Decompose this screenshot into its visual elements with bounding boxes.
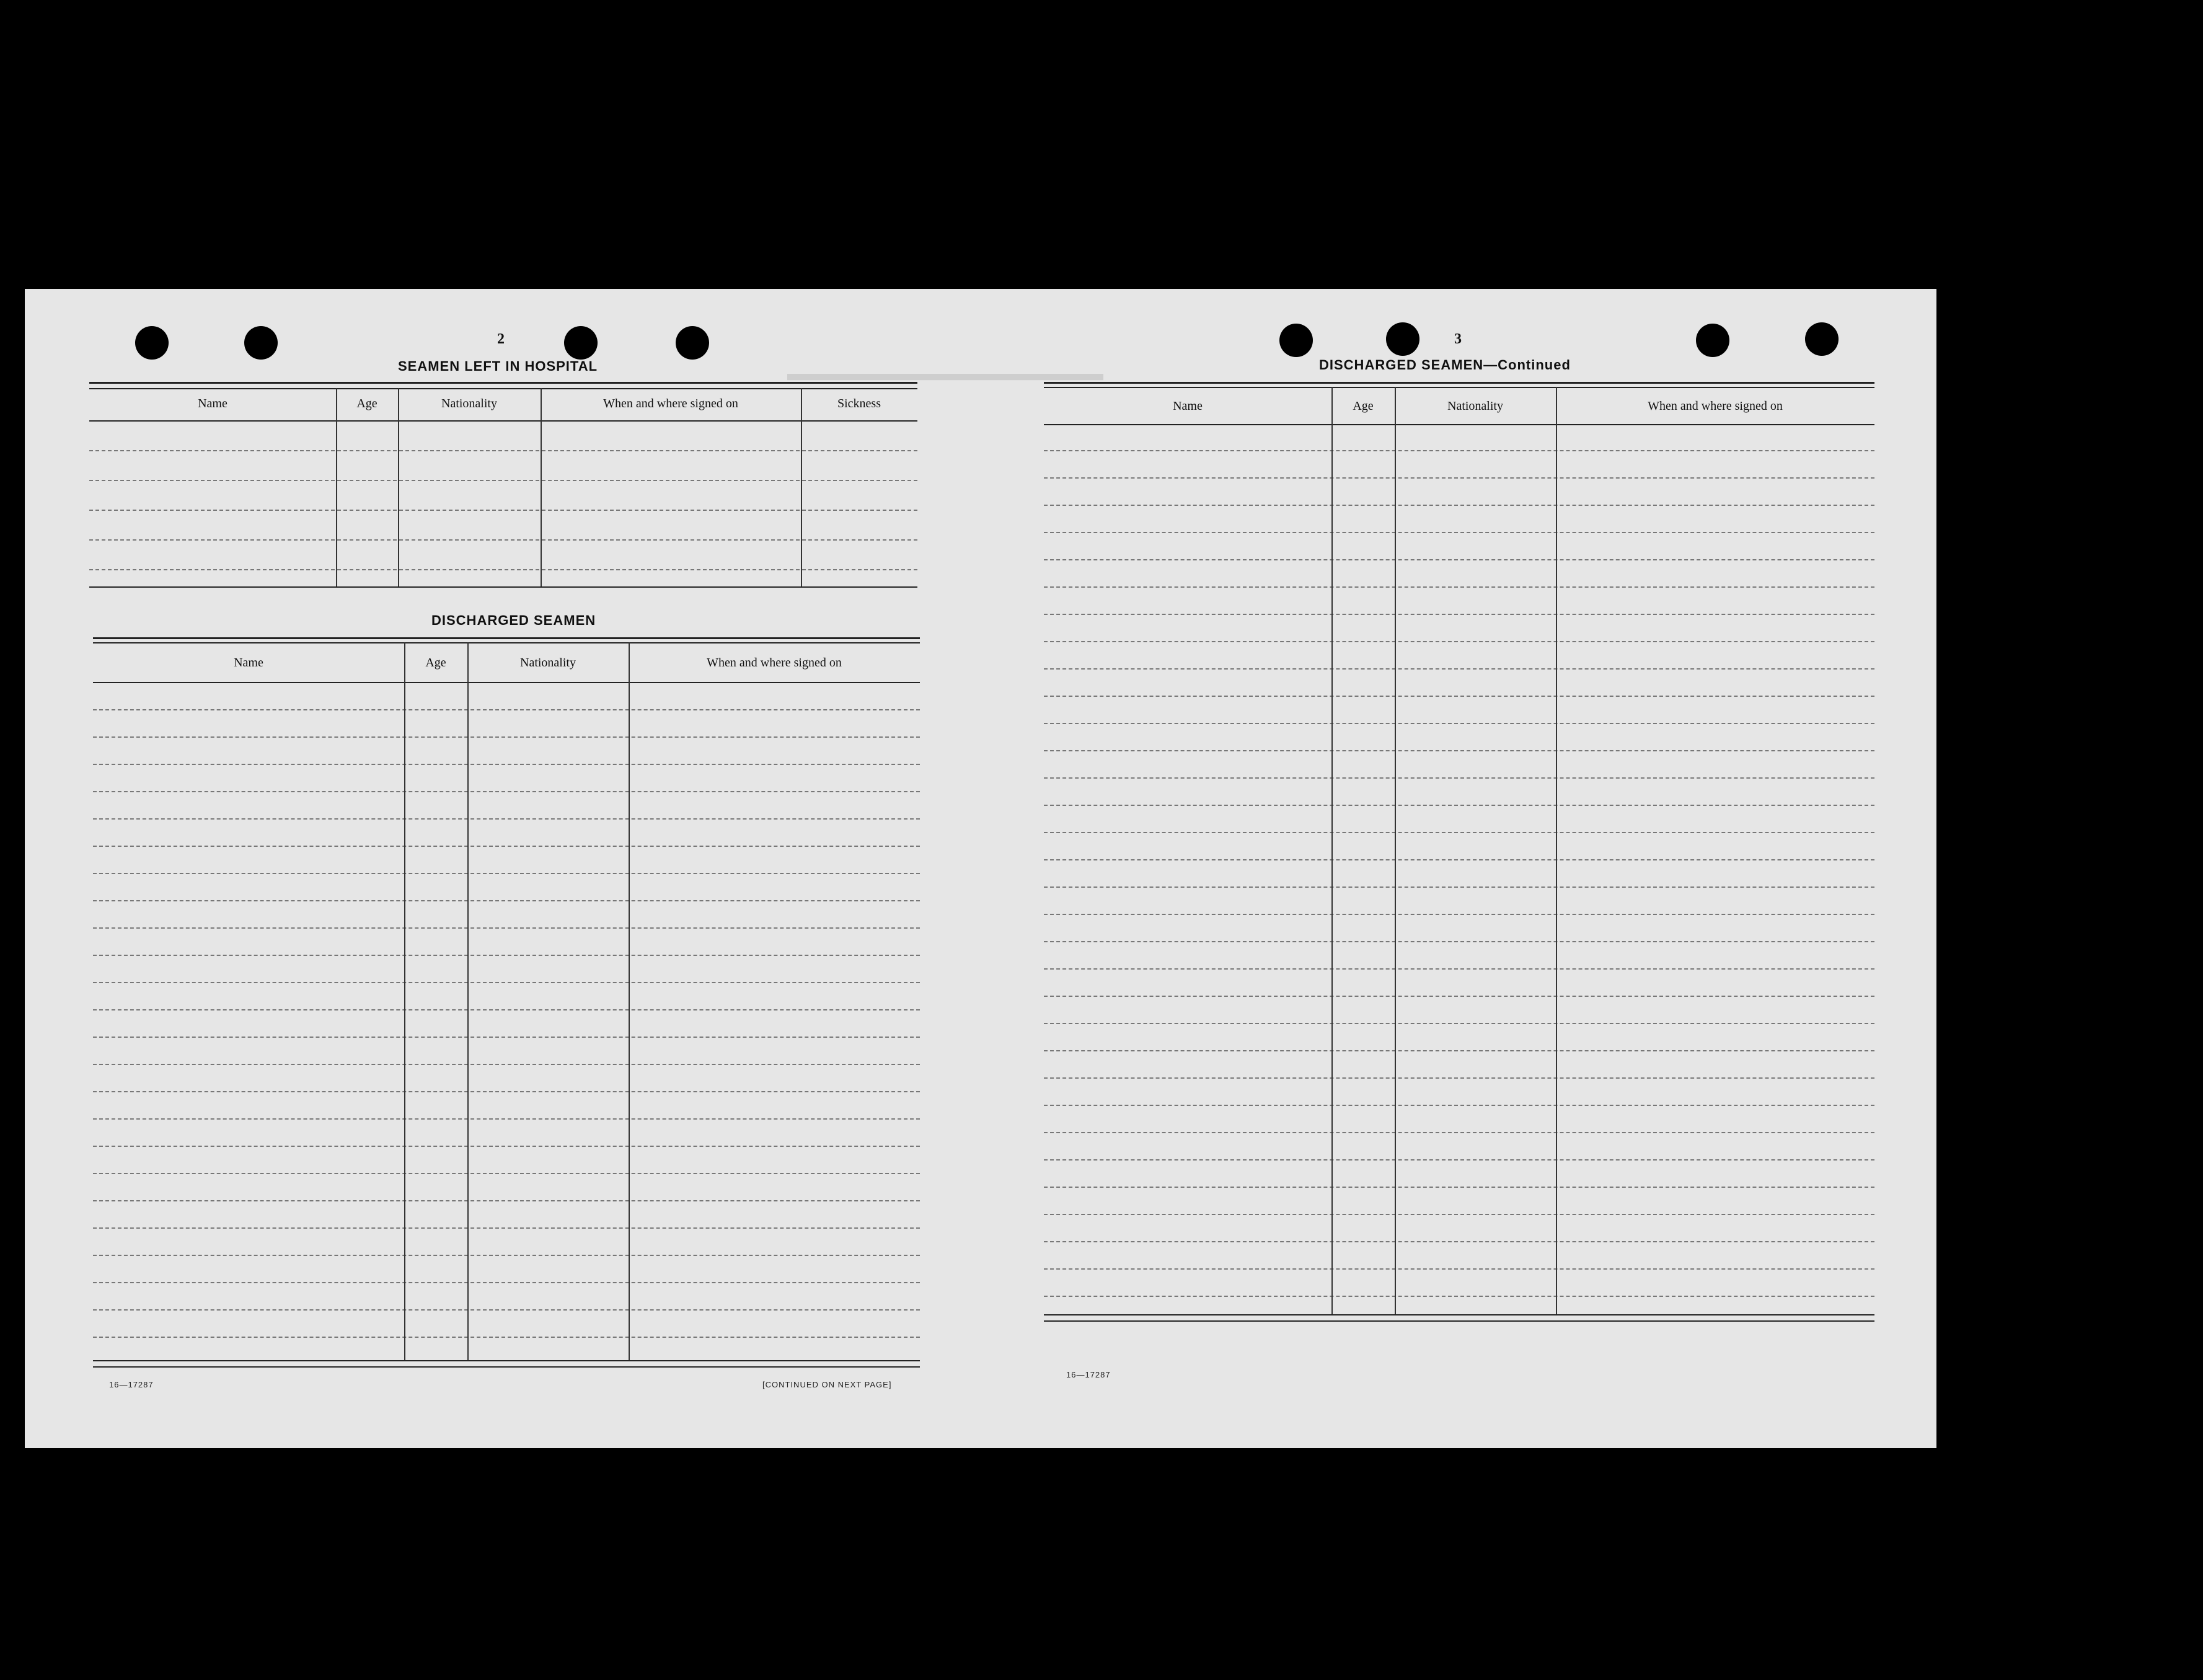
punch-hole <box>135 326 169 360</box>
punch-hole <box>564 326 598 360</box>
punch-hole <box>1279 324 1313 357</box>
hospital-col-age: Age <box>356 397 377 410</box>
hospital-section-title: SEAMEN LEFT IN HOSPITAL <box>398 358 598 374</box>
punch-hole <box>1805 322 1839 356</box>
discharged-continued-table <box>1044 382 1874 1349</box>
hospital-col-signed-on: When and where signed on <box>603 397 738 410</box>
bleed-through-text: ▬▬▬▬▬▬▬▬▬▬▬▬▬▬▬ <box>787 369 1103 392</box>
hospital-col-name: Name <box>198 397 227 410</box>
right-page-number: 3 <box>1454 331 1462 347</box>
right-form-number: 16—17287 <box>1066 1370 1111 1379</box>
punch-hole <box>676 326 709 360</box>
hospital-col-nationality: Nationality <box>441 397 497 410</box>
document-sheet <box>25 289 1936 1448</box>
discharged-continued-title: DISCHARGED SEAMEN—Continued <box>1319 357 1571 373</box>
punch-hole <box>1386 322 1419 356</box>
discharged-cont-col-age: Age <box>1353 399 1374 413</box>
discharged-col-age: Age <box>425 656 446 670</box>
hospital-table <box>89 382 917 590</box>
punch-hole <box>244 326 278 360</box>
left-page-number: 2 <box>497 331 505 347</box>
discharged-col-nationality: Nationality <box>520 656 576 670</box>
continued-note: [CONTINUED ON NEXT PAGE] <box>762 1380 892 1389</box>
hospital-col-sickness: Sickness <box>837 397 881 410</box>
punch-hole <box>1696 324 1729 357</box>
discharged-col-name: Name <box>234 656 263 670</box>
discharged-col-signed-on: When and where signed on <box>707 656 842 670</box>
discharged-cont-col-signed-on: When and where signed on <box>1648 399 1783 413</box>
discharged-table <box>93 637 920 1406</box>
discharged-cont-col-name: Name <box>1173 399 1203 413</box>
discharged-section-title: DISCHARGED SEAMEN <box>431 612 596 628</box>
left-form-number: 16—17287 <box>109 1380 154 1389</box>
discharged-cont-col-nationality: Nationality <box>1447 399 1503 413</box>
